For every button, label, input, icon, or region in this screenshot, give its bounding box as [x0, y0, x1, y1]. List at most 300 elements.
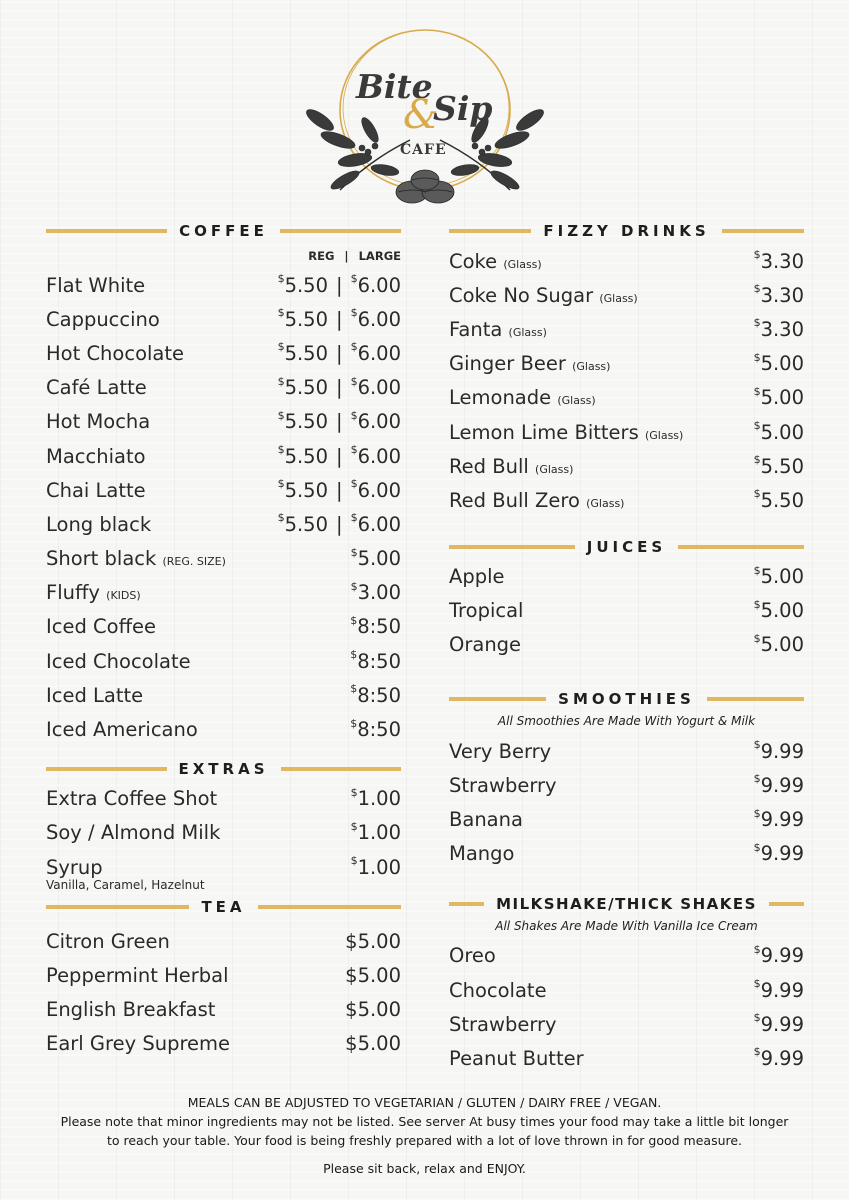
item-name: Very Berry — [449, 739, 552, 763]
price-value: 8:50 — [357, 718, 401, 742]
price-value: 9.99 — [760, 944, 804, 968]
price-cell — [351, 581, 401, 604]
menu-item — [449, 734, 804, 768]
menu-item — [46, 924, 401, 958]
freshly-prepared-note: to reach your table. Your food is being freshly prepared with a lot of love thrown in for good measure. — [106, 1133, 743, 1148]
price — [351, 342, 401, 365]
menu-item — [46, 405, 401, 439]
price — [351, 547, 401, 570]
item-name: Ginger Beer — [449, 352, 566, 376]
menu-item — [46, 542, 401, 576]
menu-item — [449, 628, 804, 662]
price-value: 3.30 — [760, 249, 804, 273]
price-cell — [345, 964, 401, 987]
item-name: Apple — [449, 565, 505, 589]
item-name: Coke — [449, 249, 498, 273]
price — [350, 615, 401, 638]
item-name: Syrup — [46, 855, 103, 879]
item-note: (REG. SIZE) — [162, 555, 226, 569]
cafe-logo — [300, 20, 550, 215]
price-value: 5.00 — [760, 386, 804, 410]
item-name-wrap — [449, 633, 521, 656]
size-sep: | — [344, 249, 349, 263]
item-name-wrap — [449, 774, 557, 797]
item-name: Iced Coffee — [46, 615, 157, 639]
item-name-wrap — [46, 718, 198, 741]
dollar-sign: $ — [753, 806, 761, 820]
price-cell — [754, 455, 804, 478]
menu-item — [46, 473, 401, 507]
price-value: 9.99 — [760, 842, 804, 866]
price-cell — [350, 650, 401, 673]
price — [345, 930, 401, 953]
price-value: 5.50 — [760, 454, 804, 478]
item-name: Fanta — [449, 317, 503, 341]
price-value: 5.50 — [284, 341, 328, 365]
price — [278, 410, 328, 433]
price-value: $5.00 — [345, 963, 401, 987]
dollar-sign: $ — [277, 443, 285, 457]
price-cell — [754, 1013, 804, 1036]
price — [351, 581, 401, 604]
menu-item — [46, 371, 401, 405]
fizzy-title: FIZZY DRINKS — [543, 222, 710, 240]
price-value: 5.50 — [284, 478, 328, 502]
item-note: (Glass) — [503, 257, 542, 271]
price-value: 3.30 — [760, 317, 804, 341]
dollar-sign: $ — [350, 613, 358, 627]
price-value: 5.50 — [760, 488, 804, 512]
price — [754, 565, 804, 588]
dollar-sign: $ — [753, 597, 761, 611]
price-cell — [754, 352, 804, 375]
item-name: Coke No Sugar — [449, 283, 594, 307]
menu-item — [449, 939, 804, 973]
price — [754, 842, 804, 865]
price — [754, 489, 804, 512]
price — [754, 979, 804, 1002]
price-value: 6.00 — [357, 273, 401, 297]
item-name: Macchiato — [46, 444, 146, 468]
menu-item — [46, 678, 401, 712]
price-cell — [754, 489, 804, 512]
dollar-sign: $ — [350, 682, 358, 696]
dollar-sign: $ — [753, 316, 761, 330]
item-name-wrap — [449, 599, 523, 622]
item-name-wrap — [46, 998, 215, 1021]
menu-item — [449, 594, 804, 628]
price-cell — [754, 1047, 804, 1070]
tea-title: TEA — [201, 898, 246, 917]
price — [350, 718, 401, 741]
item-name: Orange — [449, 633, 522, 657]
item-name: Red Bull Zero — [449, 488, 580, 512]
menu-item — [46, 958, 401, 992]
dollar-sign: $ — [350, 819, 358, 833]
price-cell — [754, 250, 804, 273]
item-name-wrap — [46, 821, 220, 844]
dollar-sign: $ — [350, 716, 358, 730]
item-note: (Glass) — [508, 325, 547, 339]
price — [351, 274, 401, 297]
dollar-sign: $ — [753, 487, 761, 501]
item-name: Extra Coffee Shot — [46, 787, 218, 811]
price-value: 5.00 — [357, 547, 401, 571]
dollar-sign: $ — [350, 511, 358, 525]
price-cell — [754, 740, 804, 763]
logo-word-sip: Sip — [433, 89, 493, 128]
dollar-sign: $ — [753, 1045, 761, 1059]
item-note: (Glass) — [572, 360, 611, 374]
item-name: Chocolate — [449, 978, 547, 1002]
price-sep: | — [336, 512, 343, 536]
price — [754, 808, 804, 831]
item-name-wrap — [449, 489, 624, 512]
dollar-sign: $ — [350, 443, 358, 457]
item-name-wrap — [449, 352, 610, 375]
dollar-sign: $ — [753, 772, 761, 786]
price-pair — [278, 445, 401, 468]
price — [754, 455, 804, 478]
menu-item — [46, 712, 401, 746]
menu-item — [46, 268, 401, 302]
price — [351, 513, 401, 536]
price — [351, 410, 401, 433]
price-value: 8:50 — [357, 615, 401, 639]
item-name-wrap — [449, 842, 514, 865]
item-name: Flat White — [46, 273, 146, 297]
shakes-header — [449, 891, 804, 917]
price-value: 5.00 — [760, 599, 804, 623]
price-value: 5.00 — [760, 420, 804, 444]
item-name-wrap — [449, 386, 596, 409]
menu-item — [449, 278, 804, 312]
item-note: (Glass) — [535, 462, 574, 476]
price-cell — [351, 787, 401, 810]
price — [754, 774, 804, 797]
price — [754, 352, 804, 375]
logo-ampersand: & — [403, 92, 439, 138]
item-name: Earl Grey Supreme — [46, 1032, 231, 1056]
price-sep: | — [336, 307, 343, 331]
menu-item — [449, 449, 804, 483]
item-name: Oreo — [449, 944, 496, 968]
price-cell — [754, 599, 804, 622]
price — [351, 445, 401, 468]
dollar-sign: $ — [753, 248, 761, 262]
price-cell — [754, 842, 804, 865]
price — [278, 376, 328, 399]
item-name: Iced Latte — [46, 683, 144, 707]
dollar-sign: $ — [753, 738, 761, 752]
dollar-sign: $ — [277, 306, 285, 320]
right-column — [449, 218, 804, 1076]
item-name: Peppermint Herbal — [46, 963, 229, 987]
menu-item — [449, 1007, 804, 1041]
extras-title: EXTRAS — [178, 759, 269, 778]
price-value: 6.00 — [357, 478, 401, 502]
tea-header — [46, 894, 401, 920]
dollar-sign: $ — [350, 374, 358, 388]
dietary-note: MEALS CAN BE ADJUSTED TO VEGETARIAN / GLUTEN / DAIRY FREE / VEGAN. — [187, 1095, 662, 1110]
price-value: 9.99 — [760, 1012, 804, 1036]
item-name: Soy / Almond Milk — [46, 821, 221, 845]
dollar-sign: $ — [350, 306, 358, 320]
price-cell — [351, 856, 401, 879]
price-pair — [278, 342, 401, 365]
item-name-wrap — [46, 930, 170, 953]
price-value: 5.00 — [760, 352, 804, 376]
price-value: 6.00 — [357, 512, 401, 536]
price-value: $5.00 — [345, 929, 401, 953]
price-value: $5.00 — [345, 998, 401, 1022]
dollar-sign: $ — [277, 374, 285, 388]
price-cell — [754, 386, 804, 409]
dollar-sign: $ — [277, 408, 285, 422]
item-name: Fluffy — [46, 581, 100, 605]
price-pair — [278, 274, 401, 297]
price-cell — [351, 821, 401, 844]
price — [754, 599, 804, 622]
price — [278, 274, 328, 297]
smoothies-header — [449, 686, 804, 712]
dollar-sign: $ — [753, 977, 761, 991]
price-cell — [351, 547, 401, 570]
price — [754, 421, 804, 444]
dollar-sign: $ — [753, 840, 761, 854]
item-name-wrap — [449, 979, 547, 1002]
price — [351, 856, 401, 879]
menu-item — [46, 610, 401, 644]
item-name: Citron Green — [46, 929, 170, 953]
price-value: 1.00 — [357, 855, 401, 879]
item-name: Red Bull — [449, 454, 529, 478]
dollar-sign: $ — [753, 453, 761, 467]
price-value: 3.30 — [760, 283, 804, 307]
price-sep: | — [336, 273, 343, 297]
price-value: 9.99 — [760, 773, 804, 797]
price-value: 5.50 — [284, 410, 328, 434]
left-column — [46, 218, 401, 1061]
price — [754, 318, 804, 341]
price — [351, 376, 401, 399]
price — [754, 386, 804, 409]
item-name-wrap — [46, 964, 229, 987]
dollar-sign: $ — [350, 785, 358, 799]
price-cell — [350, 718, 401, 741]
menu-item — [449, 560, 804, 594]
price-value: 5.50 — [284, 444, 328, 468]
dollar-sign: $ — [277, 511, 285, 525]
item-name-wrap — [46, 581, 141, 604]
item-name: Iced Americano — [46, 718, 198, 742]
menu-item — [46, 336, 401, 370]
menu-item — [449, 768, 804, 802]
price-value: 5.50 — [284, 273, 328, 297]
item-name-wrap — [449, 1047, 584, 1070]
item-name: Hot Chocolate — [46, 341, 185, 365]
price-value: 9.99 — [760, 808, 804, 832]
price — [278, 445, 328, 468]
item-name: Strawberry — [449, 1012, 557, 1036]
item-name-wrap — [46, 547, 226, 570]
dollar-sign: $ — [753, 1011, 761, 1025]
price-cell — [754, 565, 804, 588]
price — [754, 1013, 804, 1036]
item-name: Peanut Butter — [449, 1046, 584, 1070]
menu-item — [46, 782, 401, 816]
dollar-sign: $ — [753, 350, 761, 364]
menu-footer — [0, 1093, 849, 1178]
price — [754, 284, 804, 307]
syrup-flavours: Vanilla, Caramel, Hazelnut — [46, 878, 205, 893]
item-name: Strawberry — [449, 773, 557, 797]
price — [278, 308, 328, 331]
price-value: 1.00 — [357, 821, 401, 845]
item-name: Lemonade — [449, 386, 552, 410]
price-cell — [754, 421, 804, 444]
dollar-sign: $ — [753, 384, 761, 398]
price-value: 6.00 — [357, 444, 401, 468]
menu-item — [46, 993, 401, 1027]
price-cell — [350, 684, 401, 707]
dollar-sign: $ — [350, 477, 358, 491]
item-note: (Glass) — [586, 496, 625, 510]
item-name: Hot Mocha — [46, 410, 151, 434]
price — [754, 1047, 804, 1070]
price-pair — [278, 513, 401, 536]
menu-item — [449, 312, 804, 346]
price-cell — [754, 284, 804, 307]
price — [278, 513, 328, 536]
price-pair — [278, 308, 401, 331]
item-name-wrap — [46, 856, 103, 879]
item-name-wrap — [46, 650, 191, 673]
price — [351, 787, 401, 810]
dollar-sign: $ — [753, 419, 761, 433]
price — [754, 740, 804, 763]
price — [278, 342, 328, 365]
price-value: 6.00 — [357, 410, 401, 434]
item-name-wrap — [449, 944, 496, 967]
menu-item — [46, 644, 401, 678]
item-name-wrap — [449, 250, 542, 273]
price-value: 5.50 — [284, 376, 328, 400]
dollar-sign: $ — [277, 477, 285, 491]
price-sep: | — [336, 410, 343, 434]
menu-item — [46, 439, 401, 473]
price-value: 8:50 — [357, 683, 401, 707]
price-pair — [278, 479, 401, 502]
price-value: 5.50 — [284, 307, 328, 331]
item-name-wrap — [449, 740, 551, 763]
logo-cafe-text: CAFE — [400, 142, 447, 158]
item-name-wrap — [449, 318, 547, 341]
coffee-title: COFFEE — [179, 222, 268, 240]
dollar-sign: $ — [350, 272, 358, 286]
menu-item — [46, 576, 401, 610]
dollar-sign: $ — [277, 272, 285, 286]
price-value: 6.00 — [357, 376, 401, 400]
price — [350, 650, 401, 673]
dollar-sign: $ — [753, 563, 761, 577]
item-name: Iced Chocolate — [46, 649, 191, 673]
price — [351, 821, 401, 844]
price-cell — [345, 998, 401, 1021]
shakes-title: MILKSHAKE/THICK SHAKES — [496, 894, 757, 913]
price-pair — [278, 376, 401, 399]
item-name: English Breakfast — [46, 998, 216, 1022]
menu-item — [449, 347, 804, 381]
price-cell — [345, 1032, 401, 1055]
dollar-sign: $ — [753, 942, 761, 956]
price-value: 3.00 — [357, 581, 401, 605]
price-pair — [278, 410, 401, 433]
price-value: 6.00 — [357, 307, 401, 331]
item-name: Mango — [449, 842, 515, 866]
item-name: Chai Latte — [46, 478, 146, 502]
price-cell — [754, 979, 804, 1002]
dollar-sign: $ — [753, 631, 761, 645]
price-cell — [350, 615, 401, 638]
smoothies-title: SMOOTHIES — [558, 690, 695, 709]
juices-header — [449, 534, 804, 560]
item-name: Lemon Lime Bitters — [449, 420, 639, 444]
price-value: 1.00 — [357, 787, 401, 811]
item-name-wrap — [449, 455, 573, 478]
menu-item — [449, 802, 804, 836]
dollar-sign: $ — [350, 545, 358, 559]
menu-item — [449, 415, 804, 449]
price-cell — [754, 808, 804, 831]
price-value: 5.00 — [760, 565, 804, 589]
price-sep: | — [336, 341, 343, 365]
menu-item — [449, 483, 804, 517]
price — [345, 964, 401, 987]
enjoy-note: Please sit back, relax and ENJOY. — [323, 1161, 526, 1176]
price-cell — [754, 944, 804, 967]
price-value: 6.00 — [357, 341, 401, 365]
dollar-sign: $ — [350, 340, 358, 354]
price-value: 9.99 — [760, 1046, 804, 1070]
item-name-wrap — [449, 1013, 557, 1036]
price-cell — [754, 318, 804, 341]
price-cell — [345, 930, 401, 953]
menu-item — [449, 973, 804, 1007]
item-name-wrap — [449, 565, 505, 588]
menu-item — [46, 816, 401, 850]
coffee-header — [46, 218, 401, 244]
dollar-sign: $ — [350, 579, 358, 593]
price — [754, 944, 804, 967]
price — [345, 1032, 401, 1055]
item-note: (Glass) — [644, 428, 684, 442]
extras-header — [46, 756, 401, 782]
juices-title: JUICES — [586, 537, 667, 556]
menu-item — [449, 244, 804, 278]
fizzy-header — [449, 218, 804, 244]
item-name: Café Latte — [46, 376, 147, 400]
smoothies-subtitle: All Smoothies Are Made With Yogurt & Milk — [497, 714, 756, 729]
dollar-sign: $ — [350, 648, 358, 662]
price — [351, 479, 401, 502]
item-note: (Glass) — [557, 394, 596, 408]
logo-word-bite: Bite — [356, 67, 433, 106]
item-name: Cappuccino — [46, 307, 160, 331]
shakes-subtitle: All Shakes Are Made With Vanilla Ice Cream — [495, 918, 758, 933]
price-sep: | — [336, 444, 343, 468]
ingredients-note: Please note that minor ingredients may not be listed. See server At busy times your food may take a little bit longer — [60, 1114, 789, 1129]
